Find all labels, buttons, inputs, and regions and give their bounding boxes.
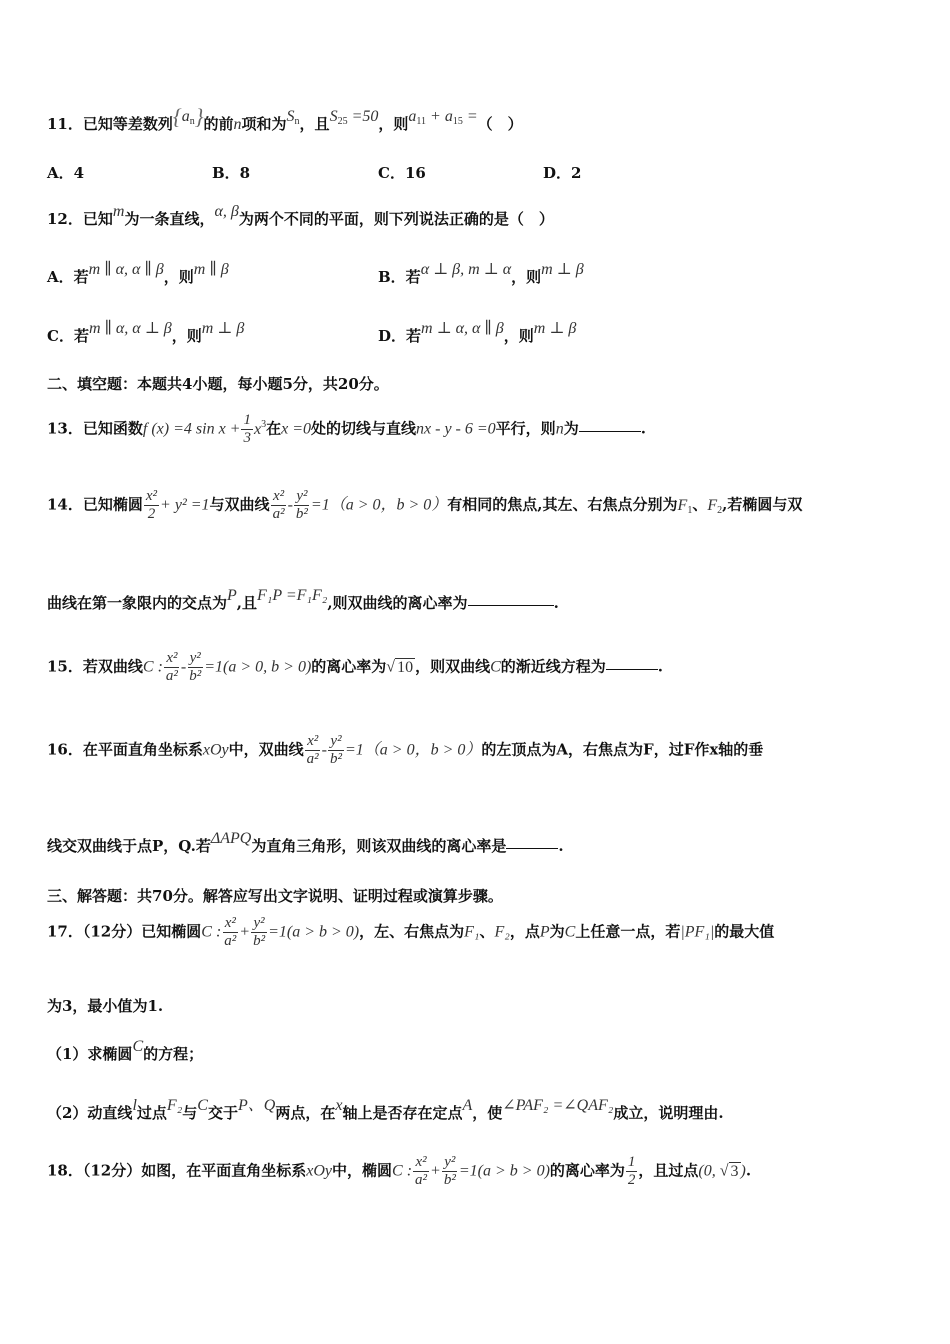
q17-PQ: P、Q xyxy=(237,1097,276,1114)
q13-condition: x =0 xyxy=(281,420,311,438)
q12-option-a xyxy=(47,261,229,287)
q11-seq-sub: n xyxy=(189,116,195,127)
q11-number: 11． xyxy=(47,115,83,133)
q18-num2: y² xyxy=(444,1154,456,1170)
q18-number: 18． xyxy=(47,1161,83,1180)
q15-period: . xyxy=(657,657,663,676)
q17-number: 17． xyxy=(47,922,83,941)
q17-den1: a² xyxy=(224,933,237,949)
q14-text: ,且 xyxy=(236,594,258,612)
q17-text: 的最大值 xyxy=(714,922,775,941)
q14-h-eq: =1 xyxy=(310,496,330,514)
q17-stem xyxy=(47,915,774,950)
q13-frac-num: 1 xyxy=(243,412,251,428)
q12-option-b xyxy=(378,261,584,287)
q12-b-res: m ⊥ β xyxy=(541,261,584,278)
q13-text: 已知函数 xyxy=(82,419,143,438)
q17-p2-C: C xyxy=(197,1097,208,1114)
q13-x3 xyxy=(253,418,267,438)
q13-answer-blank[interactable] xyxy=(579,430,641,432)
q18-score: （12分） xyxy=(82,1161,142,1180)
q12-c-then: ，则 xyxy=(171,327,202,345)
q15-frac1 xyxy=(164,650,180,685)
q15-den1: a² xyxy=(165,668,178,684)
q16-eq: =1 xyxy=(345,741,364,759)
q13-period: . xyxy=(640,419,646,438)
q12-option-d xyxy=(378,320,577,346)
q18-half-den: 2 xyxy=(627,1172,636,1188)
q12-d-cond: m ⊥ α, α ∥ β xyxy=(421,320,504,337)
q17-l: l xyxy=(132,1097,137,1114)
q12-number: 12． xyxy=(47,210,83,228)
q12-a-res: m ∥ β xyxy=(193,261,229,278)
section-3-heading: 三、解答题：共70分。解答应写出文字说明、证明过程或演算步骤。 xyxy=(47,887,503,905)
q17-text: 为 xyxy=(549,922,565,941)
q11-plus: + xyxy=(430,108,441,125)
q14-F2-F: F xyxy=(707,496,718,514)
q14-hyp-frac1 xyxy=(271,488,287,523)
q15-text: 的渐近线方程为 xyxy=(500,657,606,676)
q17-num2: y² xyxy=(253,915,265,931)
brace-icon: } xyxy=(194,104,204,129)
q11-n: n xyxy=(233,116,242,133)
q17-F1: F₁ xyxy=(464,923,480,941)
q14-F2-sub: 2 xyxy=(717,504,723,516)
q14-text: 已知椭圆 xyxy=(82,495,143,514)
q18-den2: b² xyxy=(443,1172,456,1188)
q11-seq-a: a xyxy=(181,108,190,125)
q13-text: 平行，则 xyxy=(495,419,556,438)
q14-P: P xyxy=(227,587,237,604)
q15-den2: b² xyxy=(189,668,202,684)
q16-num2: y² xyxy=(330,733,342,749)
q12-d-then: ，则 xyxy=(503,327,534,345)
q16-text: 中，双曲线 xyxy=(228,740,304,759)
q17-C2: C xyxy=(564,923,576,941)
q12-m: m xyxy=(112,203,125,220)
q17-text: ，左、右焦点为 xyxy=(359,922,465,941)
q12-text: 已知 xyxy=(82,210,113,228)
q13-stem xyxy=(47,412,646,447)
q11-S25 xyxy=(330,108,379,125)
q16-den2: b² xyxy=(330,751,342,767)
q11-paren: （ ） xyxy=(477,115,523,133)
q16-text: 为直角三角形，则该双曲线的离心率是 xyxy=(251,837,507,855)
q18-sqrt: √ 3 xyxy=(719,1162,739,1180)
q11-S25-sub: 25 xyxy=(337,116,348,127)
q13-x-sup: 3 xyxy=(261,418,267,430)
q16-xOy: xOy xyxy=(202,741,229,759)
q12-b-cond: α ⊥ β, m ⊥ α xyxy=(420,261,512,278)
q15-minus: - xyxy=(180,658,187,676)
q17-frac1 xyxy=(222,915,238,950)
q17-stem-cont: 为3，最小值为1. xyxy=(47,997,164,1015)
q16-period: . xyxy=(558,837,564,855)
q13-text: 处的切线与直线 xyxy=(311,419,417,438)
q15-stem xyxy=(47,650,663,685)
q12-a-then: ，则 xyxy=(163,268,194,286)
q17-sep: 、 xyxy=(479,922,495,941)
q14-text: 与双曲线 xyxy=(209,495,270,514)
q14-e-num: x² xyxy=(145,488,158,504)
q14-minus: - xyxy=(287,496,293,514)
q11-text: 项和为 xyxy=(241,115,287,133)
q17-eq: =1(a > b > 0) xyxy=(268,923,360,941)
q12-b-label: B．若 xyxy=(378,268,421,286)
q12-c-label: C．若 xyxy=(47,327,89,345)
q13-n: n xyxy=(555,420,564,438)
q12-text: 为两个不同的平面，则下列说法正确的是（ ） xyxy=(238,210,554,228)
q11-option-a: A．4 xyxy=(47,164,85,182)
q13-x: x xyxy=(253,420,262,438)
q13-number: 13． xyxy=(47,419,83,438)
q12-stem xyxy=(47,203,554,229)
q16-frac2 xyxy=(328,733,344,768)
q17-frac2 xyxy=(251,915,267,950)
q13-line-eq: nx - y - 6 =0 xyxy=(416,420,496,438)
q12-a-cond: m ∥ α, α ∥ β xyxy=(88,261,164,278)
q17-p2-text: 过点 xyxy=(136,1104,167,1122)
q17-p1-C: C xyxy=(132,1038,144,1055)
q14-text: 曲线在第一象限内的交点为 xyxy=(47,594,228,612)
q16-frac1 xyxy=(305,733,321,768)
q14-number: 14． xyxy=(47,495,83,514)
q17-p1-rest: 的方程； xyxy=(143,1045,204,1063)
q14-h-den1: a² xyxy=(272,506,285,522)
q17-p2-text: 轴上是否存在定点 xyxy=(342,1104,463,1122)
q17-part-1 xyxy=(47,1038,204,1064)
q18-den1: a² xyxy=(415,1172,428,1188)
q16-text: 在平面直角坐标系 xyxy=(82,740,203,759)
q15-num1: x² xyxy=(166,650,178,666)
q11-sequence xyxy=(172,104,204,129)
q12-c-res: m ⊥ β xyxy=(201,320,245,337)
q16-text: 线交双曲线于点P，Q.若 xyxy=(47,837,211,855)
q17-text: ，点 xyxy=(509,922,540,941)
q16-den1: a² xyxy=(306,751,319,767)
q11-Sn xyxy=(287,108,300,125)
q18-text: 的离心率为 xyxy=(549,1161,625,1180)
q18-eq: =1(a > b > 0) xyxy=(458,1162,550,1180)
q11-sum xyxy=(408,108,477,125)
q14-period: . xyxy=(553,594,559,612)
q18-plus: + xyxy=(430,1162,441,1180)
q18-radicand: 3 xyxy=(730,1162,739,1180)
section-2-heading: 二、填空题：本题共4小题，每小题5分，共20分。 xyxy=(47,375,389,393)
q11-a11-sub: 11 xyxy=(416,116,427,127)
q11-a11: a xyxy=(408,108,417,125)
q11-text: ，则 xyxy=(378,115,409,133)
q11-eq: = xyxy=(466,108,478,125)
q18-frac2 xyxy=(442,1154,458,1189)
q17-p1-label: （1）求椭圆 xyxy=(47,1045,133,1063)
q11-text: ，且 xyxy=(299,115,330,133)
q14-F2 xyxy=(707,497,722,514)
q16-triangle: ΔAPQ xyxy=(210,830,252,847)
q12-planes: α, β xyxy=(214,203,239,220)
q12-option-c xyxy=(47,320,245,346)
q16-stem xyxy=(47,733,763,768)
q15-frac2 xyxy=(187,650,203,685)
q15-text: 的离心率为 xyxy=(311,657,387,676)
q14-e-den: 2 xyxy=(147,506,156,522)
q17-p2-F2: F₂ xyxy=(166,1097,183,1114)
q15-number: 15． xyxy=(47,657,83,676)
q13-frac-den: 3 xyxy=(243,430,251,446)
q12-d-res: m ⊥ β xyxy=(533,320,577,337)
q16-minus: - xyxy=(321,741,327,759)
q17-p2-label: （2）动直线 xyxy=(47,1104,133,1122)
q11-S-sub: n xyxy=(294,116,300,127)
q13-function: f (x) =4 sin x + xyxy=(142,420,241,438)
q18-pt-open: (0, xyxy=(698,1162,720,1180)
q14-h-num2: y² xyxy=(296,488,308,504)
q17-den2: b² xyxy=(253,933,266,949)
q15-eq: =1(a > 0, b > 0) xyxy=(204,658,312,676)
q14-stem-cont xyxy=(47,587,559,613)
q17-p2-text: 交于 xyxy=(207,1104,238,1122)
q11-a15: a xyxy=(444,108,453,125)
q11-S25-S: S xyxy=(329,108,338,125)
q17-p2-text: 与 xyxy=(182,1104,198,1122)
q18-half-num: 1 xyxy=(627,1154,636,1170)
q18-text: ，且过点 xyxy=(638,1161,699,1180)
q11-text: 已知等差数列 xyxy=(82,115,173,133)
q15-num2: y² xyxy=(189,650,201,666)
q16-stem-cont xyxy=(47,830,564,856)
q11-stem xyxy=(47,104,523,138)
q17-F2: F₂ xyxy=(494,923,510,941)
q18-point xyxy=(698,1162,745,1180)
q16-num1: x² xyxy=(307,733,319,749)
q17-p2-text: ，使 xyxy=(472,1104,503,1122)
q12-c-cond: m ∥ α, α ⊥ β xyxy=(88,320,172,337)
q12-d-label: D．若 xyxy=(378,327,422,345)
q18-pt-close: ) xyxy=(740,1162,746,1180)
q15-sqrt: √ 10 xyxy=(386,658,414,676)
q17-p2-text: 成立，说明理由. xyxy=(613,1104,724,1122)
q17-C: C : xyxy=(201,923,222,941)
q15-C: C : xyxy=(142,658,163,676)
q18-C: C : xyxy=(392,1162,413,1180)
q14-stem xyxy=(47,488,802,523)
q11-eq50: =50 xyxy=(351,108,379,125)
q13-fraction xyxy=(241,412,253,447)
q17-angle: ∠PAF₂ =∠QAF₂ xyxy=(502,1097,614,1114)
q12-text: 为一条直线， xyxy=(124,210,215,228)
q15-C2: C xyxy=(490,658,501,676)
q11-S: S xyxy=(286,108,295,125)
q17-p2-text: 两点，在 xyxy=(275,1104,336,1122)
q12-b-then: ，则 xyxy=(511,268,542,286)
q18-num1: x² xyxy=(415,1154,427,1170)
q14-text: ,若椭圆与双 xyxy=(722,495,803,514)
q17-A: A xyxy=(462,1097,473,1114)
q18-half xyxy=(626,1154,638,1189)
q14-F1-sub: 1 xyxy=(687,504,693,516)
q11-a15-sub: 15 xyxy=(452,116,463,127)
q17-P: P xyxy=(539,923,550,941)
brace-icon: { xyxy=(172,104,182,129)
q17-text: 上任意一点，若 xyxy=(575,922,681,941)
q11-option-d: D．2 xyxy=(543,164,582,182)
q14-h-num1: x² xyxy=(272,488,285,504)
q14-ellipse-rest: + y² =1 xyxy=(160,496,210,514)
q16-condition: （a > 0，b > 0） xyxy=(363,741,482,759)
q11-option-b: B．8 xyxy=(212,164,251,182)
q12-a-label: A．若 xyxy=(47,268,89,286)
q14-F1-F: F xyxy=(677,496,688,514)
q17-score: （12分） xyxy=(82,922,142,941)
q13-text: 在 xyxy=(266,419,282,438)
q15-text: 若双曲线 xyxy=(82,657,143,676)
q15-radicand: 10 xyxy=(397,658,414,676)
q14-hyp-frac2 xyxy=(294,488,310,523)
q14-answer-blank[interactable] xyxy=(468,604,554,606)
q18-frac1 xyxy=(413,1154,429,1189)
q16-number: 16． xyxy=(47,740,83,759)
q14-relation: F₁P =F₁F₂ xyxy=(257,587,328,604)
q18-period: . xyxy=(745,1161,752,1180)
q17-text: 已知椭圆 xyxy=(141,922,202,941)
q15-text: ，则双曲线 xyxy=(415,657,491,676)
q18-stem xyxy=(47,1154,751,1189)
q17-PF1: |PF₁| xyxy=(680,923,715,941)
q11-option-c: C．16 xyxy=(378,164,426,182)
q14-h-den2: b² xyxy=(295,506,308,522)
q14-F1 xyxy=(678,497,693,514)
q17-x: x xyxy=(335,1097,343,1114)
q15-answer-blank[interactable] xyxy=(606,668,658,670)
q17-part-2 xyxy=(47,1097,724,1123)
q14-text: 有相同的焦点,其左、右焦点分别为 xyxy=(447,495,678,514)
q13-text: 为 xyxy=(563,419,579,438)
q16-answer-blank[interactable] xyxy=(506,847,558,849)
q14-ellipse-frac xyxy=(144,488,159,523)
q18-text: 如图，在平面直角坐标系 xyxy=(141,1161,307,1180)
q11-text: 的前 xyxy=(203,115,234,133)
q16-text: 的左顶点为A，右焦点为F，过F作x轴的垂 xyxy=(481,740,764,759)
q18-text: 中，椭圆 xyxy=(332,1161,393,1180)
q18-xOy: xOy xyxy=(306,1162,333,1180)
q14-text: ,则双曲线的离心率为 xyxy=(327,594,468,612)
q17-plus: + xyxy=(239,923,251,941)
q14-sep: 、 xyxy=(692,495,708,514)
q14-condition: （a > 0，b > 0） xyxy=(329,496,448,514)
q17-num1: x² xyxy=(224,915,236,931)
